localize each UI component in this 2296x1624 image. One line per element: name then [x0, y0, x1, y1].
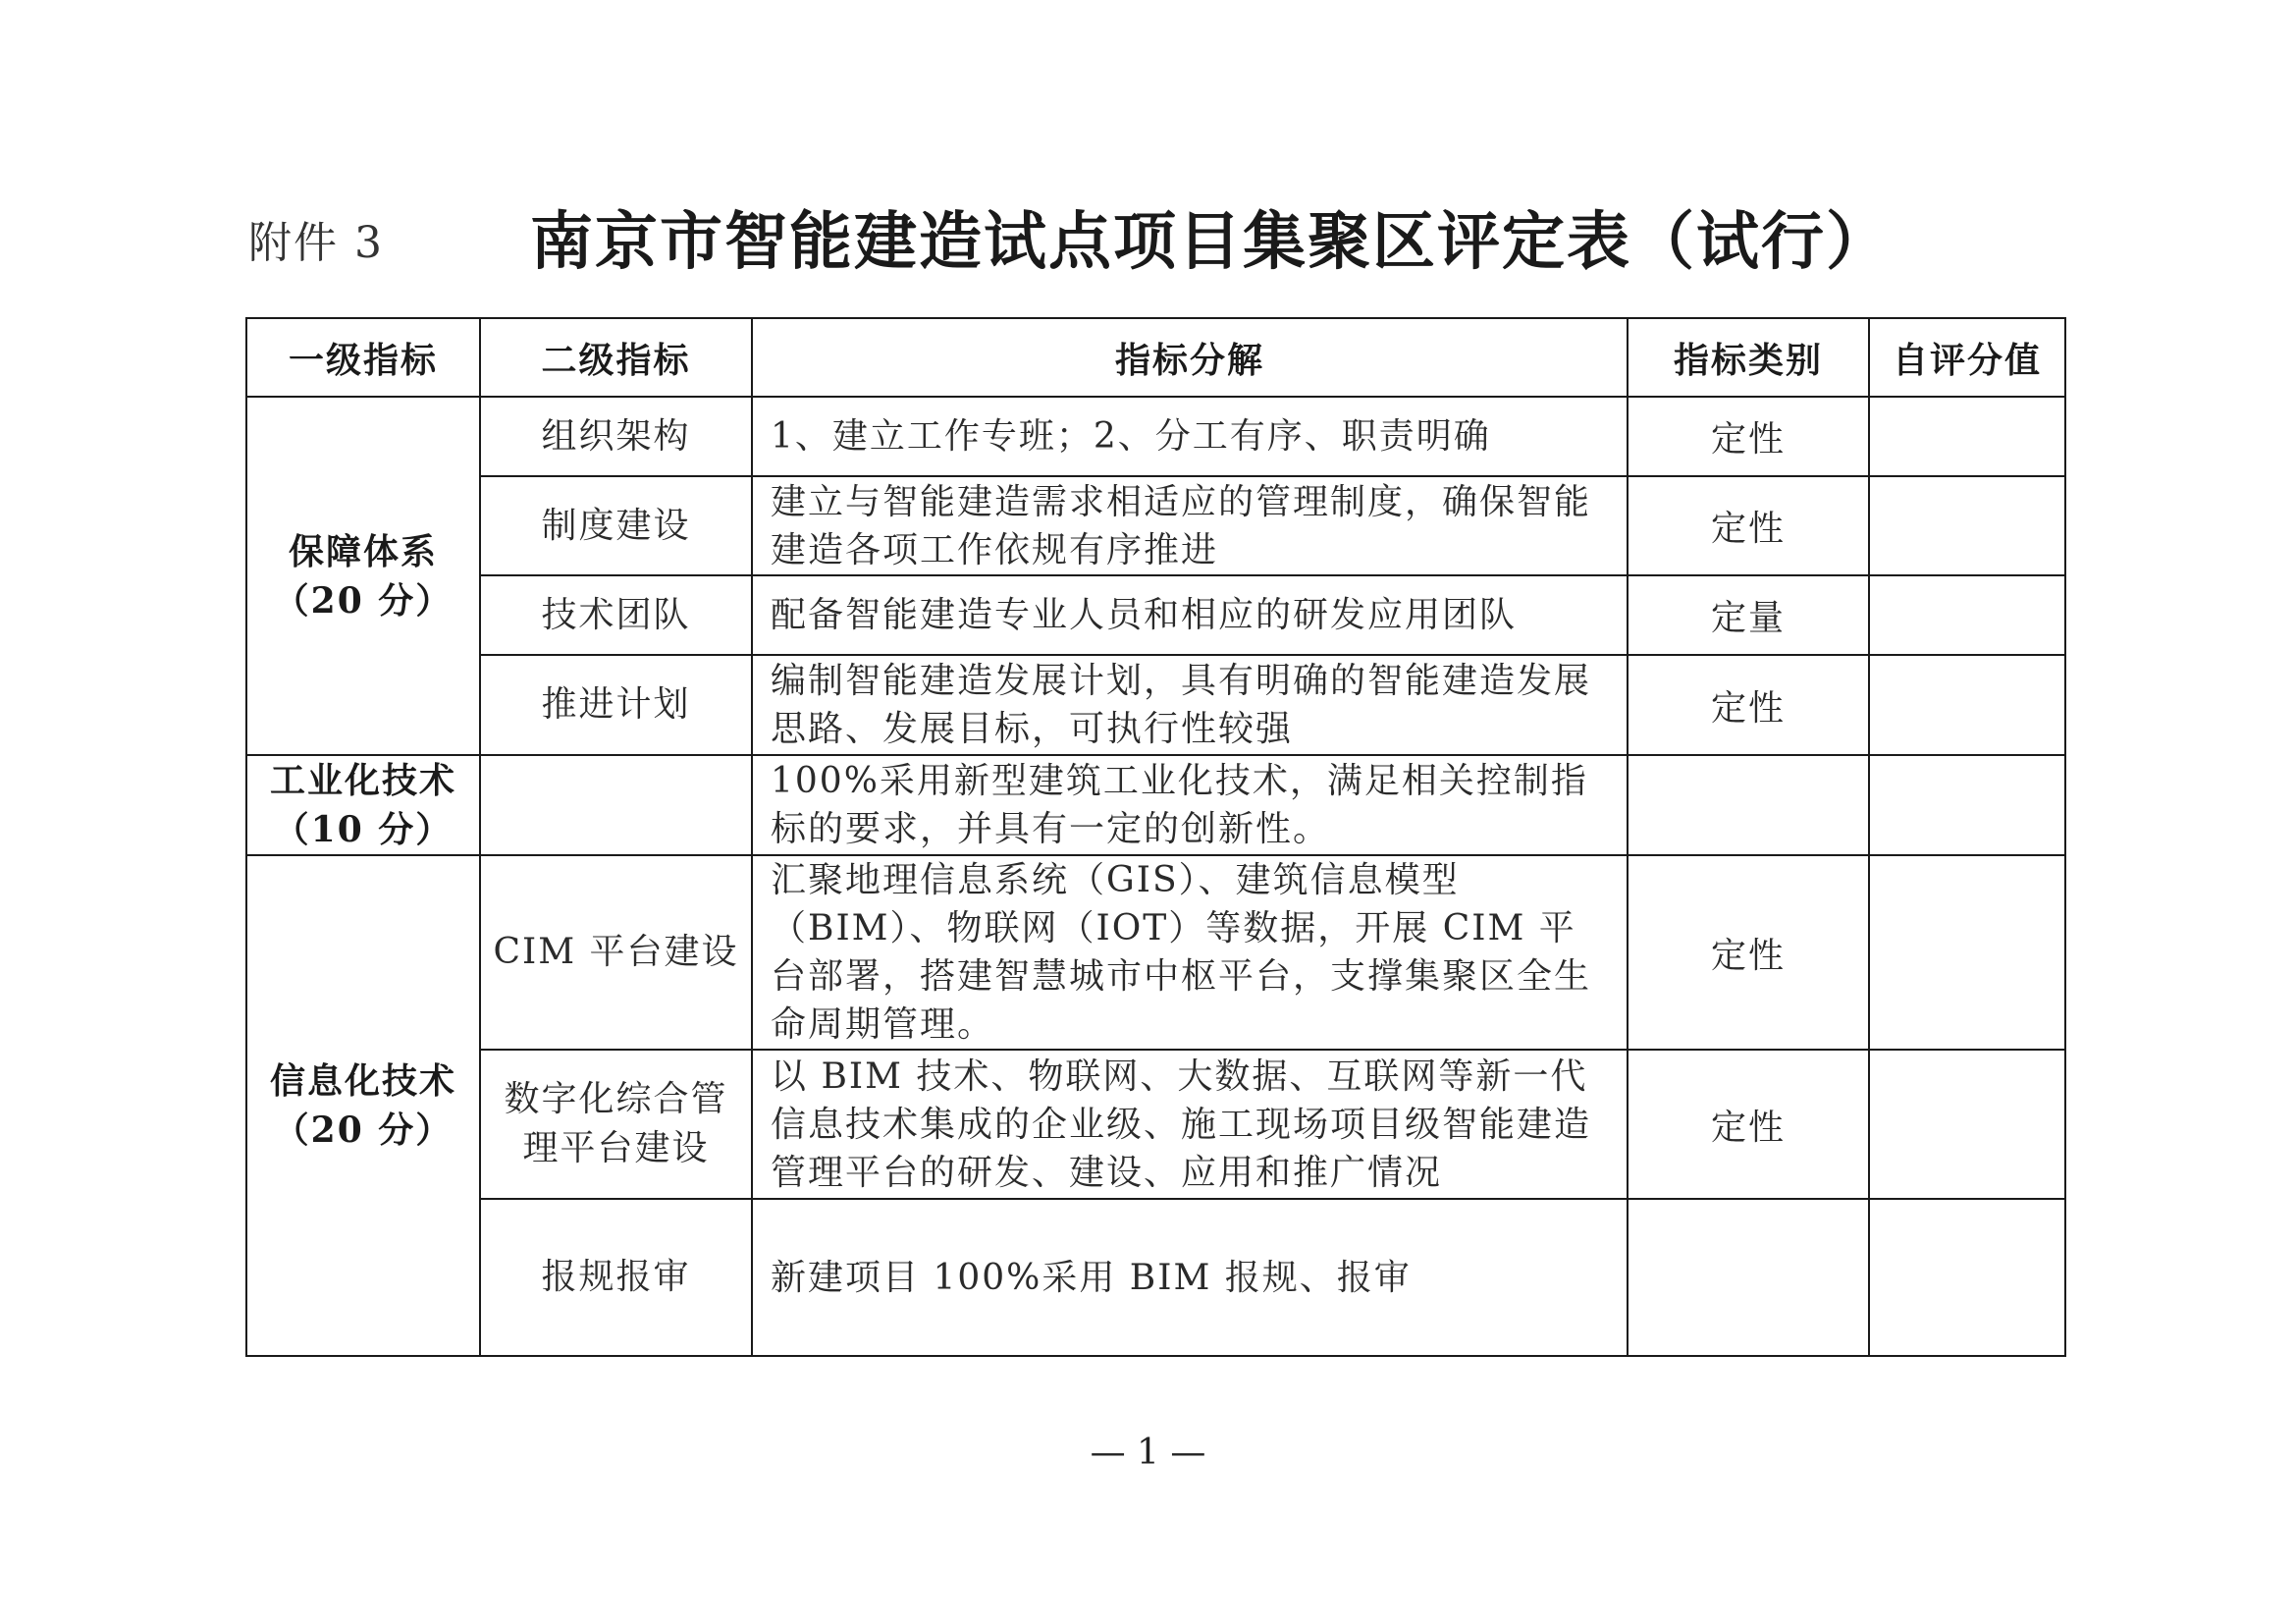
category-cell: 定性 [1628, 855, 1869, 1050]
category-cell: 定性 [1628, 655, 1869, 755]
header-decomposition: 指标分解 [752, 318, 1628, 397]
level2-line: 数字化综合管 [504, 1079, 728, 1119]
self-score-cell[interactable] [1869, 1050, 2065, 1199]
level2-cell: 报规报审 [480, 1199, 752, 1356]
level1-cell-informatization [246, 855, 480, 1356]
decomposition-cell: 汇聚地理信息系统（GIS）、建筑信息模型（BIM）、物联网（IOT）等数据，开展 CIM 平台部署，搭建智慧城市中枢平台，支撑集聚区全生命周期管理。 [752, 855, 1628, 1050]
category-cell [1628, 755, 1869, 855]
level1-score: （20 分） [273, 579, 454, 622]
header-category: 指标类别 [1628, 318, 1869, 397]
self-score-cell[interactable] [1869, 755, 2065, 855]
category-cell: 定性 [1628, 397, 1869, 476]
table-header-row [246, 318, 2065, 397]
evaluation-table [245, 317, 2066, 1357]
self-score-cell[interactable] [1869, 655, 2065, 755]
self-score-cell[interactable] [1869, 1199, 2065, 1356]
level1-name: 工业化技术 [269, 760, 456, 801]
level2-cell: 推进计划 [480, 655, 752, 755]
self-score-cell[interactable] [1869, 397, 2065, 476]
category-cell [1628, 1199, 1869, 1356]
table-row [246, 755, 2065, 855]
table-row [246, 575, 2065, 655]
self-score-cell[interactable] [1869, 476, 2065, 575]
header-self-score: 自评分值 [1869, 318, 2065, 397]
decomposition-cell: 100%采用新型建筑工业化技术，满足相关控制指标的要求，并具有一定的创新性。 [752, 755, 1628, 855]
category-cell: 定性 [1628, 476, 1869, 575]
decomposition-cell: 建立与智能建造需求相适应的管理制度，确保智能建造各项工作依规有序推进 [752, 476, 1628, 575]
page-number: — 1 — [1090, 1433, 1206, 1473]
header-level1: 一级指标 [246, 318, 480, 397]
level2-cell: 技术团队 [480, 575, 752, 655]
table-row [246, 397, 2065, 476]
level2-cell: CIM 平台建设 [480, 855, 752, 1050]
table-row [246, 855, 2065, 1050]
table-row [246, 1050, 2065, 1199]
decomposition-cell: 以 BIM 技术、物联网、大数据、互联网等新一代信息技术集成的企业级、施工现场项目级智能建造管理平台的研发、建设、应用和推广情况 [752, 1050, 1628, 1199]
self-score-cell[interactable] [1869, 575, 2065, 655]
attachment-label: 附件 3 [248, 218, 384, 268]
document-title: 南京市智能建造试点项目集聚区评定表（试行） [530, 205, 1891, 279]
level2-line: 理平台建设 [522, 1128, 710, 1168]
decomposition-cell: 编制智能建造发展计划，具有明确的智能建造发展思路、发展目标，可执行性较强 [752, 655, 1628, 755]
decomposition-cell: 配备智能建造专业人员和相应的研发应用团队 [752, 575, 1628, 655]
level2-cell: 组织架构 [480, 397, 752, 476]
level1-name: 信息化技术 [269, 1060, 456, 1102]
level1-cell-guarantee [246, 397, 480, 755]
level1-cell-industrialization [246, 755, 480, 855]
decomposition-cell: 1、建立工作专班；2、分工有序、职责明确 [752, 397, 1628, 476]
table-row [246, 1199, 2065, 1356]
category-cell: 定性 [1628, 1050, 1869, 1199]
table-row [246, 476, 2065, 575]
level2-cell [480, 1050, 752, 1199]
level1-name: 保障体系 [288, 530, 438, 572]
self-score-cell[interactable] [1869, 855, 2065, 1050]
decomposition-cell: 新建项目 100%采用 BIM 报规、报审 [752, 1199, 1628, 1356]
level2-cell [480, 755, 752, 855]
level2-cell: 制度建设 [480, 476, 752, 575]
level1-score: （10 分） [273, 809, 454, 850]
category-cell: 定量 [1628, 575, 1869, 655]
header-level2: 二级指标 [480, 318, 752, 397]
level1-score: （20 分） [273, 1110, 454, 1151]
table-row [246, 655, 2065, 755]
